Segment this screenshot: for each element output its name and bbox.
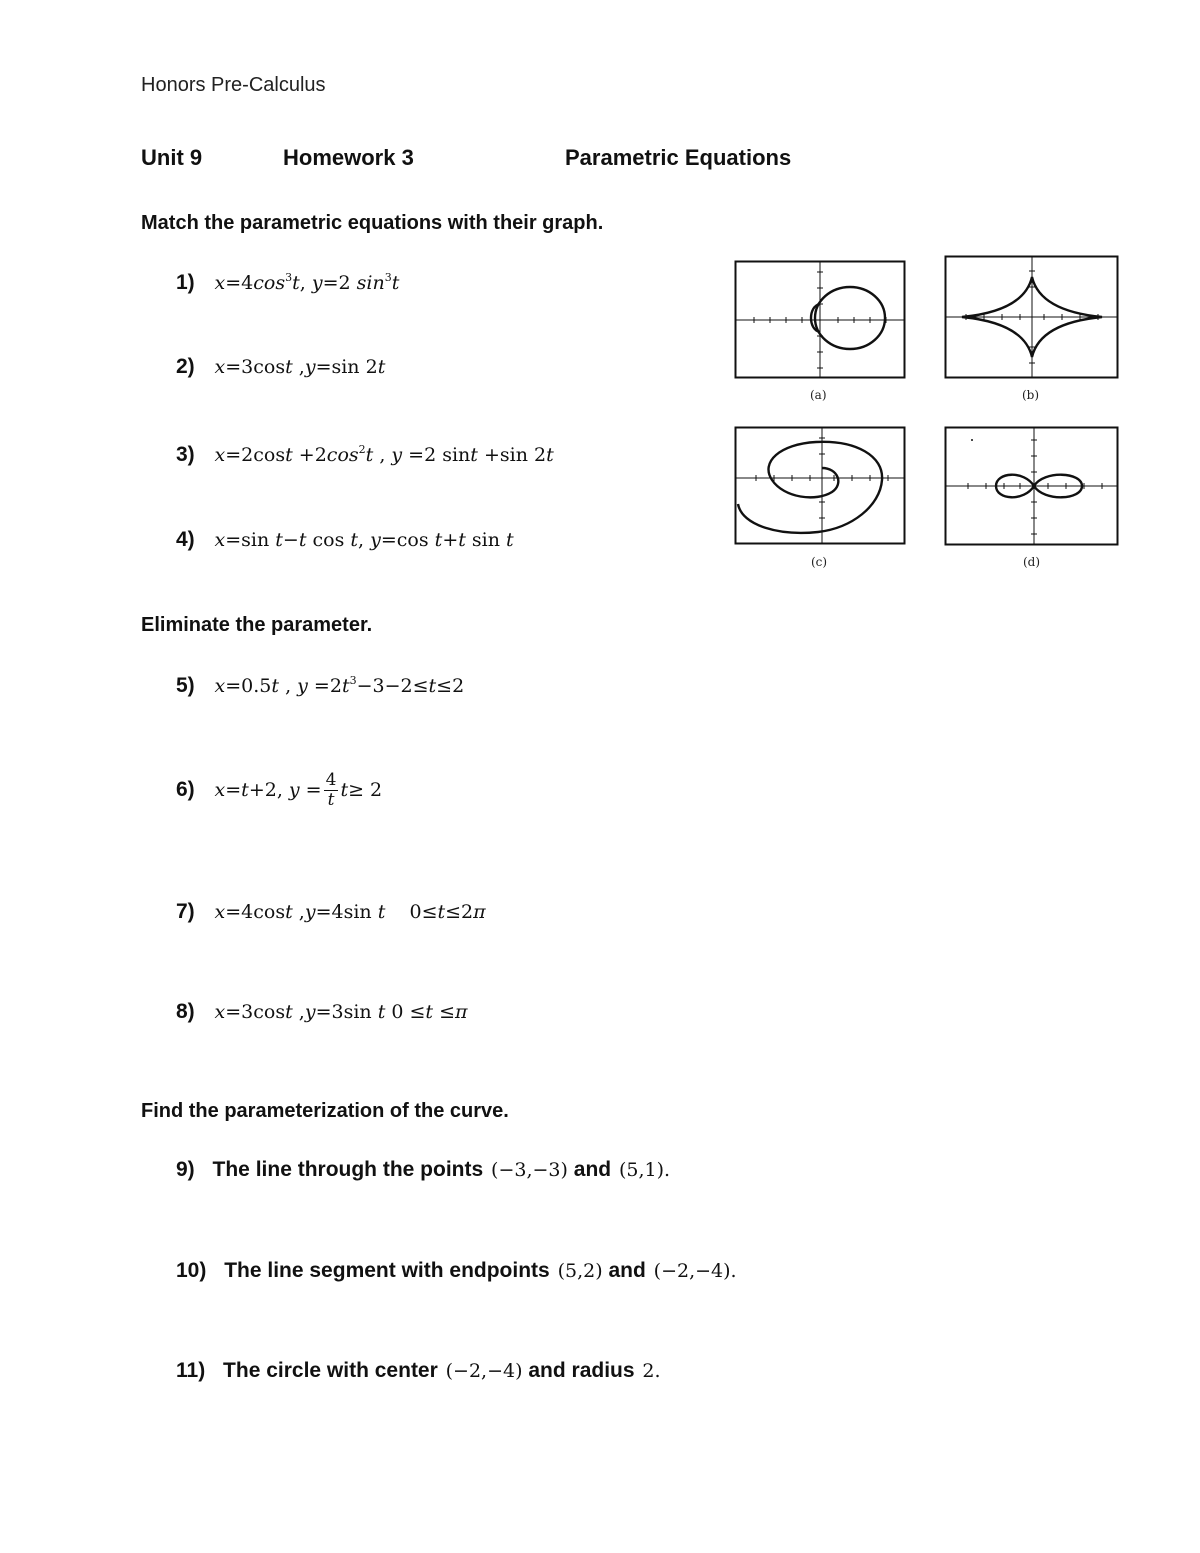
problem-6 — [176, 772, 382, 809]
equation: x=3cost ,y=sin 2t — [214, 356, 386, 378]
section-parameterize: Find the parameterization of the curve. — [141, 1100, 509, 1122]
problem-10 — [176, 1259, 737, 1283]
problem-1 — [176, 271, 399, 295]
course-title: Honors Pre-Calculus — [141, 74, 326, 96]
problem-8 — [176, 1000, 468, 1024]
conjunction: and — [608, 1259, 646, 1282]
problem-number: 1) — [176, 271, 195, 294]
problem-number: 6) — [176, 777, 195, 801]
problem-2 — [176, 355, 385, 379]
problem-text: The line through the points — [212, 1158, 484, 1181]
problem-number: 10) — [176, 1259, 207, 1282]
problem-9 — [176, 1158, 670, 1182]
equation: x=3cost ,y=3sin t 0 ≤t ≤π — [214, 1001, 468, 1023]
problem-number: 11) — [176, 1359, 206, 1382]
problem-5 — [176, 674, 464, 698]
conjunction: and — [573, 1158, 612, 1181]
graph-c-label: (c) — [811, 555, 828, 569]
equation: x=4cost ,y=4sin t 0≤t≤2π — [214, 901, 486, 923]
graph-d-label: (d) — [1023, 555, 1041, 569]
point: (5,1). — [618, 1159, 671, 1181]
problem-4 — [176, 528, 514, 552]
equation: x=t+2, y = $\frac{4}{t}$ t≥ 2 — [214, 770, 383, 810]
section-eliminate: Eliminate the parameter. — [141, 614, 373, 636]
graph-a-label: (a) — [810, 388, 827, 402]
problem-number: 2) — [176, 355, 195, 378]
point: (−2,−4) — [445, 1360, 523, 1382]
equation: $x=2\cos t +2\cos^2t$ , y =2 sint +sin 2t — [214, 443, 554, 466]
problem-11 — [176, 1359, 661, 1383]
problem-text: and radius — [528, 1359, 635, 1382]
problem-number: 8) — [176, 1000, 195, 1023]
graph-a — [734, 260, 906, 380]
graph-c — [734, 426, 906, 546]
graph-d — [944, 426, 1119, 546]
homework-label: Homework 3 — [283, 145, 414, 170]
equation: x=sin t−t cos t, y=cos t+t sin t — [214, 529, 514, 551]
equation: x=0.5t , $y =2t^3-3-2\le t\le 2$ — [214, 674, 465, 697]
problem-number: 9) — [176, 1158, 195, 1181]
problem-number: 7) — [176, 900, 195, 923]
point: (−2,−4). — [653, 1260, 737, 1282]
unit-label: Unit 9 — [141, 145, 203, 170]
problem-3 — [176, 443, 554, 467]
problem-text: The line segment with endpoints — [224, 1259, 550, 1282]
radius-value: 2. — [642, 1360, 661, 1382]
graph-b — [944, 255, 1119, 379]
point: (−3,−3) — [491, 1159, 568, 1181]
equation: $x=4\cos^3t$, y=2 $\sin^3t$ — [214, 271, 400, 294]
problem-number: 3) — [176, 443, 195, 466]
problem-text: The circle with center — [223, 1359, 438, 1382]
topic-label: Parametric Equations — [565, 145, 792, 170]
problem-number: 4) — [176, 528, 195, 551]
problem-number: 5) — [176, 674, 195, 697]
point: (5,2) — [557, 1260, 603, 1282]
graph-b-label: (b) — [1022, 388, 1040, 402]
problem-7 — [176, 900, 486, 924]
section-match: Match the parametric equations with their graph. — [141, 212, 604, 234]
